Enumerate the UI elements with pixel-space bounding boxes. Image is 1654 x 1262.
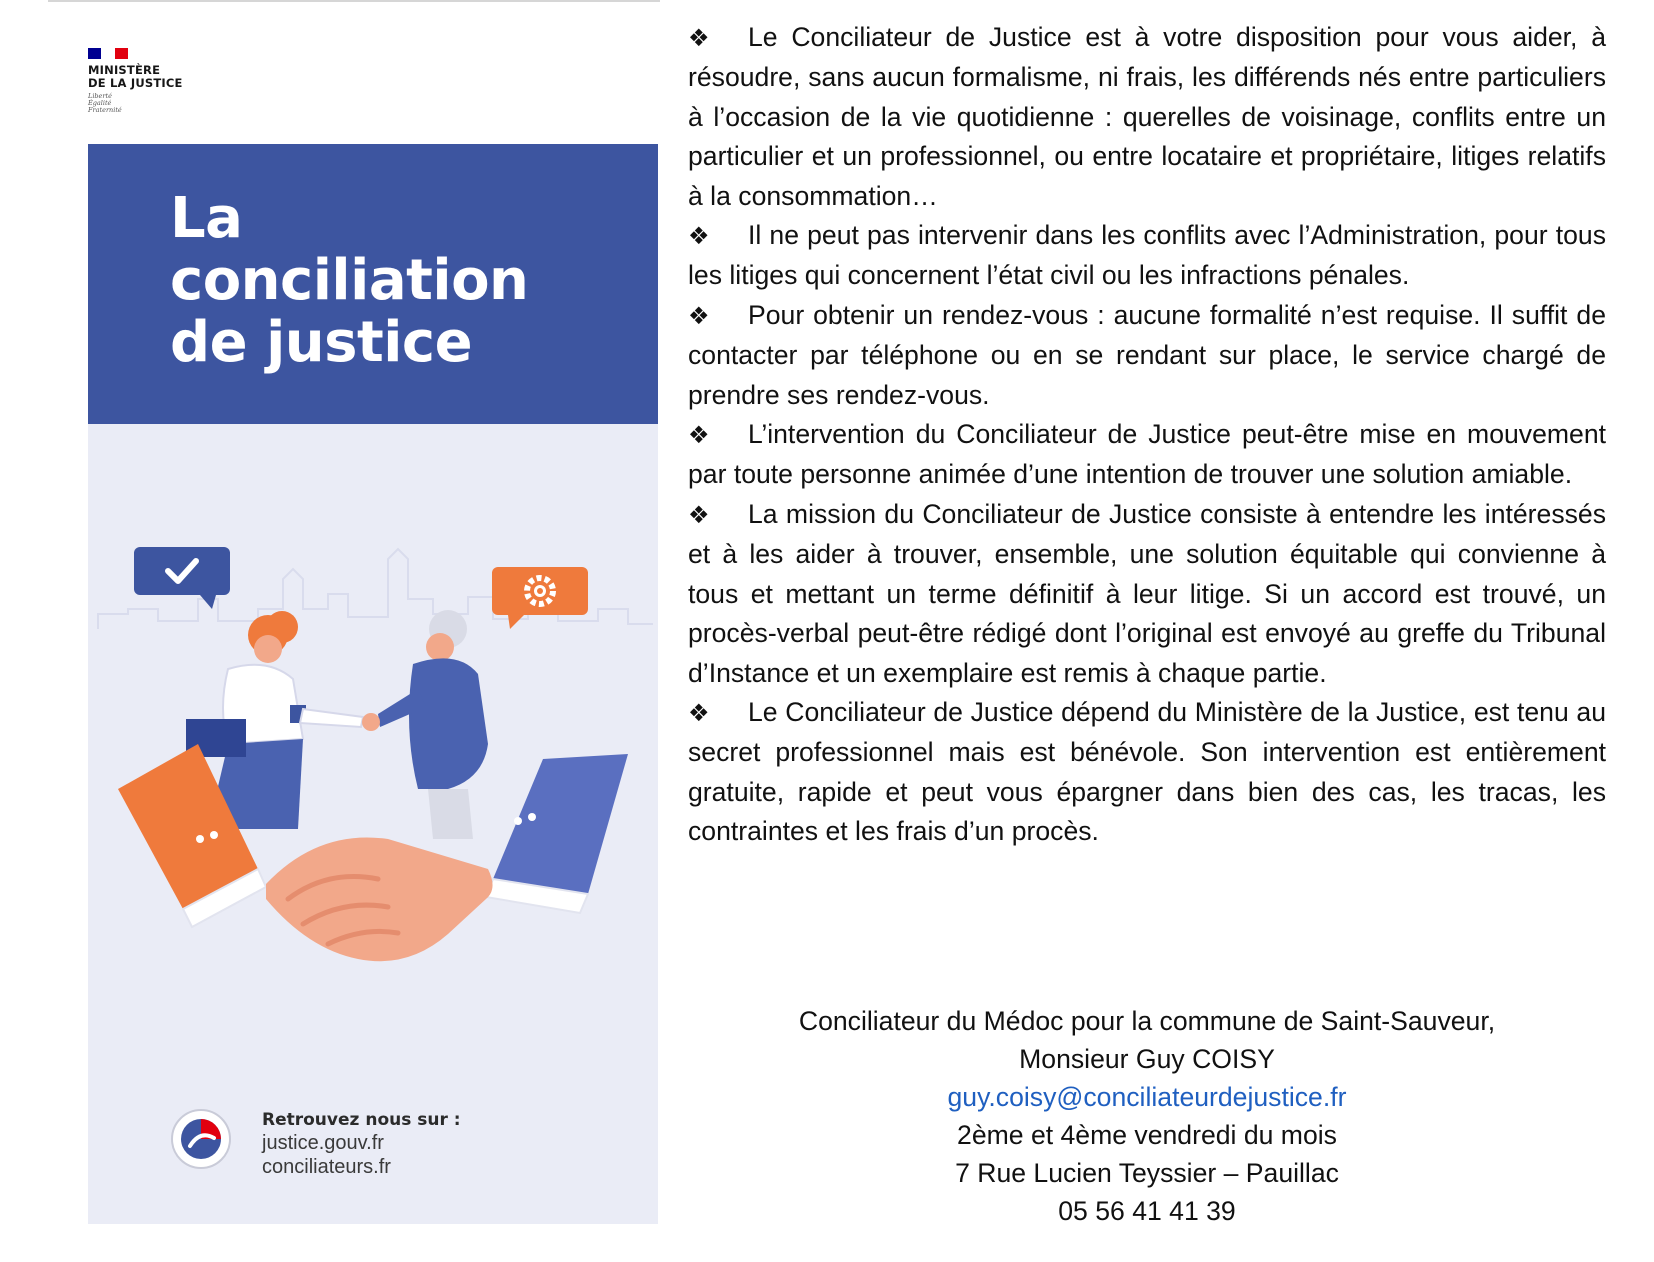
top-divider [48, 0, 660, 2]
motto-egalite: Égalité [88, 99, 112, 107]
paragraph-text: Le Conciliateur de Justice dépend du Ministère de la Justice, est tenu au secret professionnel mais est bénévole. Son intervention est entièrement gratuite, rapide et peut vous épargner dans bien des cas, les tracas, les contraintes et les frais d’un procès. [688, 696, 1606, 847]
info-paragraph [688, 495, 1606, 693]
diamond-bullet-icon: ❖ [688, 698, 710, 727]
brochure-panel [88, 144, 658, 1224]
handshake-illustration [88, 539, 658, 999]
contact-email-link[interactable]: guy.coisy@conciliateurdejustice.fr [947, 1082, 1347, 1112]
man-figure [378, 610, 488, 839]
info-paragraph [688, 415, 1606, 495]
ministry-name-line2: DE LA JUSTICE [88, 76, 183, 90]
info-paragraph [688, 18, 1606, 216]
justice-gouv-link[interactable]: justice.gouv.fr [262, 1132, 384, 1154]
paragraph-text: Le Conciliateur de Justice est à votre disposition pour vous aider, à résoudre, sans aucun formalisme, ni frais, les différends nés entre particuliers à l’occasion de la vie quotidienne : querelles de voisinage, conflits entre un particulier et un professionnel, ou entre locataire et propriétaire, litiges relatifs à la consommation… [688, 22, 1606, 211]
contact-block [688, 1002, 1606, 1230]
diamond-bullet-icon: ❖ [688, 500, 710, 529]
ministry-name [88, 64, 228, 90]
ministry-logo [88, 48, 228, 114]
contact-role: Conciliateur du Médoc pour la commune de Saint-Sauveur, [798, 1006, 1496, 1036]
ministry-name-line1: MINISTÈRE [88, 63, 161, 77]
diamond-bullet-icon: ❖ [688, 222, 710, 251]
info-paragraph [688, 216, 1606, 296]
contact-name: Monsieur Guy COISY [1019, 1044, 1275, 1074]
contact-address: 7 Rue Lucien Teyssier – Pauillac [955, 1158, 1339, 1188]
title-line-2: conciliation [170, 248, 529, 313]
conciliateurs-link[interactable]: conciliateurs.fr [262, 1156, 391, 1178]
french-flag-icon [88, 48, 128, 59]
motto-liberte: Liberté [88, 92, 112, 100]
diamond-bullet-icon: ❖ [688, 421, 710, 450]
contact-phone: 05 56 41 41 39 [1058, 1196, 1236, 1226]
paragraph-text: L’intervention du Conciliateur de Justice peut-être mise en mouvement par toute personne animée d’une intention de trouver une solution amiable. [688, 419, 1606, 490]
paragraph-text: La mission du Conciliateur de Justice consiste à entendre les intéressés et à les aider à trouver, ensemble, une solution équitable qui convienne à tous et mettant un terme définitif à leur litige. Si un accord est trouvé, un procès-verbal peut-être rédigé dont l’original est envoyé au greffe du Tribunal d’Instance et un exemplaire est remis à chaque partie. [688, 498, 1606, 688]
info-text-column [688, 18, 1606, 852]
diamond-bullet-icon: ❖ [688, 24, 710, 52]
diamond-bullet-icon: ❖ [688, 301, 710, 330]
contact-schedule: 2ème et 4ème vendredi du mois [957, 1120, 1337, 1150]
info-paragraph [688, 693, 1606, 852]
paragraph-text: Pour obtenir un rendez-vous : aucune formalité n’est requise. Il suffit de contacter par téléphone ou en se rendant sur place, le service chargé de prendre ses rendez-vous. [688, 299, 1606, 410]
handshake-icon [118, 744, 628, 961]
footer-heading: Retrouvez nous sur : [262, 1110, 461, 1130]
paragraph-text: Il ne peut pas intervenir dans les conflits avec l’Administration, pour tous les litiges qui concernent l’état civil ou les infractions pénales. [688, 220, 1606, 291]
small-handshake-icon [362, 713, 380, 731]
republic-motto [88, 93, 228, 114]
motto-fraternite: Fraternité [88, 106, 122, 114]
conciliateurs-seal-icon [170, 1108, 232, 1170]
title-line-3: de justice [170, 310, 473, 375]
title-line-1: La [170, 186, 243, 251]
brochure-title [170, 188, 528, 374]
info-paragraph [688, 296, 1606, 415]
